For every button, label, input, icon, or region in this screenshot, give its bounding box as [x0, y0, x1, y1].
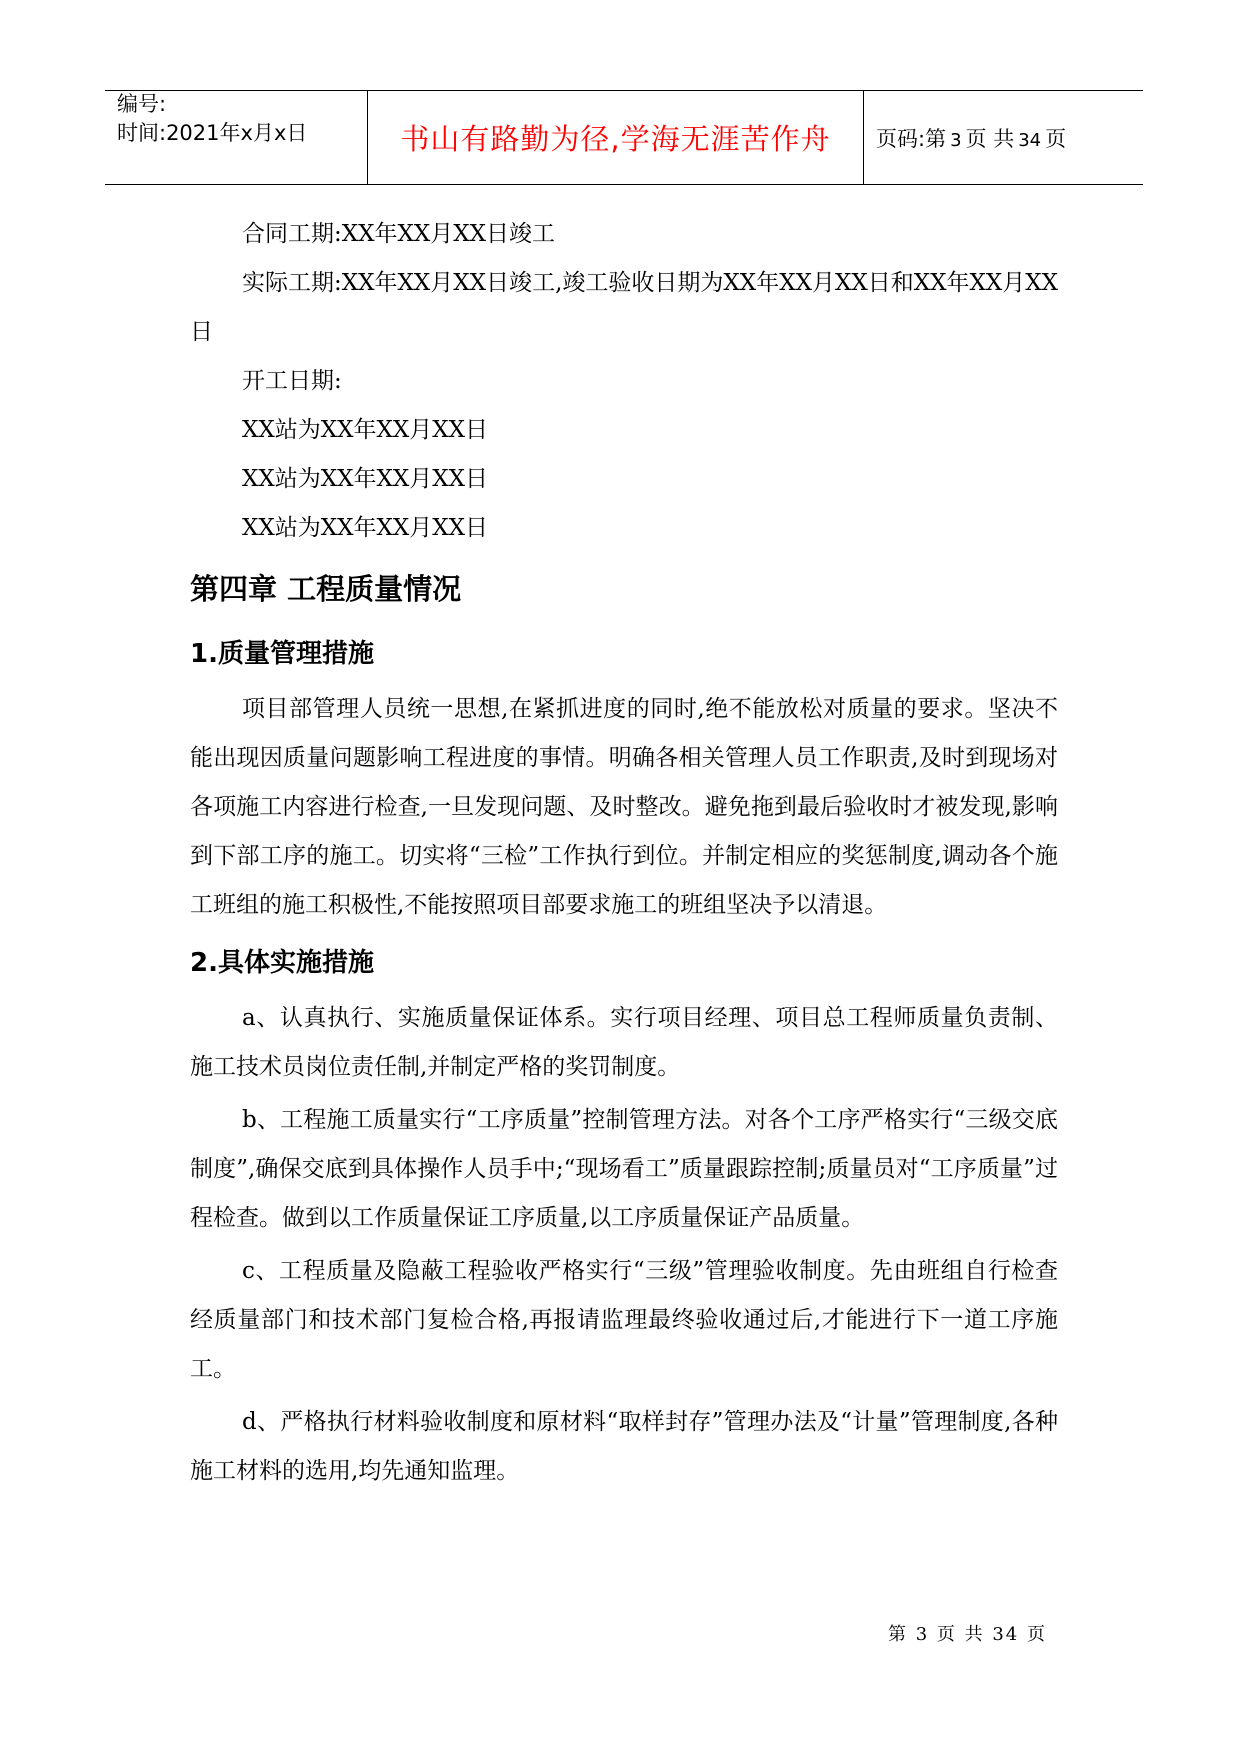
header-page-info — [876, 123, 1066, 153]
page-footer: 第 3 页 共 34 页 — [888, 1624, 1047, 1645]
page-prefix: 页码:第 — [876, 126, 947, 151]
station-line: XX站为XX年XX月XX日 — [242, 515, 488, 541]
header-motto-cell — [368, 91, 864, 184]
start-date-label: 开工日期: — [242, 368, 342, 394]
actual-period: 实际工期:XX年XX月XX日竣工,竣工验收日期为XX年XX月XX日和XX年XX月XX日 — [190, 270, 1058, 345]
section-paragraph: 项目部管理人员统一思想,在紧抓进度的同时,绝不能放松对质量的要求。坚决不能出现因质量问题影响工程进度的事情。明确各相关管理人员工作职责,及时到现场对各项施工内容进行检查,一旦发现问题、及时整改。避免拖到最后验收时才被发现,影响到下部工序的施工。切实将“三检”工作执行到位。并制定相应的奖惩制度,调动各个施工班组的施工积极性,不能按照项目部要求施工的班组坚决予以清退。 — [190, 696, 1058, 918]
section-title: 1.质量管理措施 — [190, 639, 374, 669]
station-line: XX站为XX年XX月XX日 — [242, 466, 488, 492]
station-line: XX站为XX年XX月XX日 — [242, 417, 488, 443]
chapter-title: 第四章 工程质量情况 — [190, 572, 462, 606]
header-meta-cell — [105, 91, 368, 184]
list-item: b、工程施工质量实行“工序质量”控制管理方法。对各个工序严格实行“三级交底制度”,确保交底到具体操作人员手中;“现场看工”质量跟踪控制;质量员对“工序质量”过程检查。做到以工作质量保证工序质量,以工序质量保证产品质量。 — [190, 1107, 1058, 1231]
header-motto: 书山有路勤为径,学海无涯苦作舟 — [400, 122, 831, 156]
document-number-label: 编号: — [117, 92, 167, 116]
page-total: 34 — [1018, 129, 1042, 151]
document-time-label: 时间:2021年x月x日 — [117, 121, 308, 145]
header-page-cell — [864, 91, 1143, 184]
document-body — [190, 210, 1058, 1496]
list-item: a、认真执行、实施质量保证体系。实行项目经理、项目总工程师质量负责制、施工技术员岗位责任制,并制定严格的奖罚制度。 — [190, 1005, 1058, 1080]
page-current: 3 — [950, 129, 962, 151]
page-middle: 页 共 — [965, 126, 1015, 151]
section-title: 2.具体实施措施 — [190, 948, 374, 978]
list-item: c、工程质量及隐蔽工程验收严格实行“三级”管理验收制度。先由班组自行检查经质量部门和技术部门复检合格,再报请监理最终验收通过后,才能进行下一道工序施工。 — [190, 1258, 1058, 1382]
page-header — [105, 90, 1143, 185]
list-item: d、严格执行材料验收制度和原材料“取样封存”管理办法及“计量”管理制度,各种施工材料的选用,均先通知监理。 — [190, 1409, 1058, 1484]
contract-period: 合同工期:XX年XX月XX日竣工 — [242, 221, 555, 247]
page-suffix: 页 — [1045, 126, 1067, 151]
